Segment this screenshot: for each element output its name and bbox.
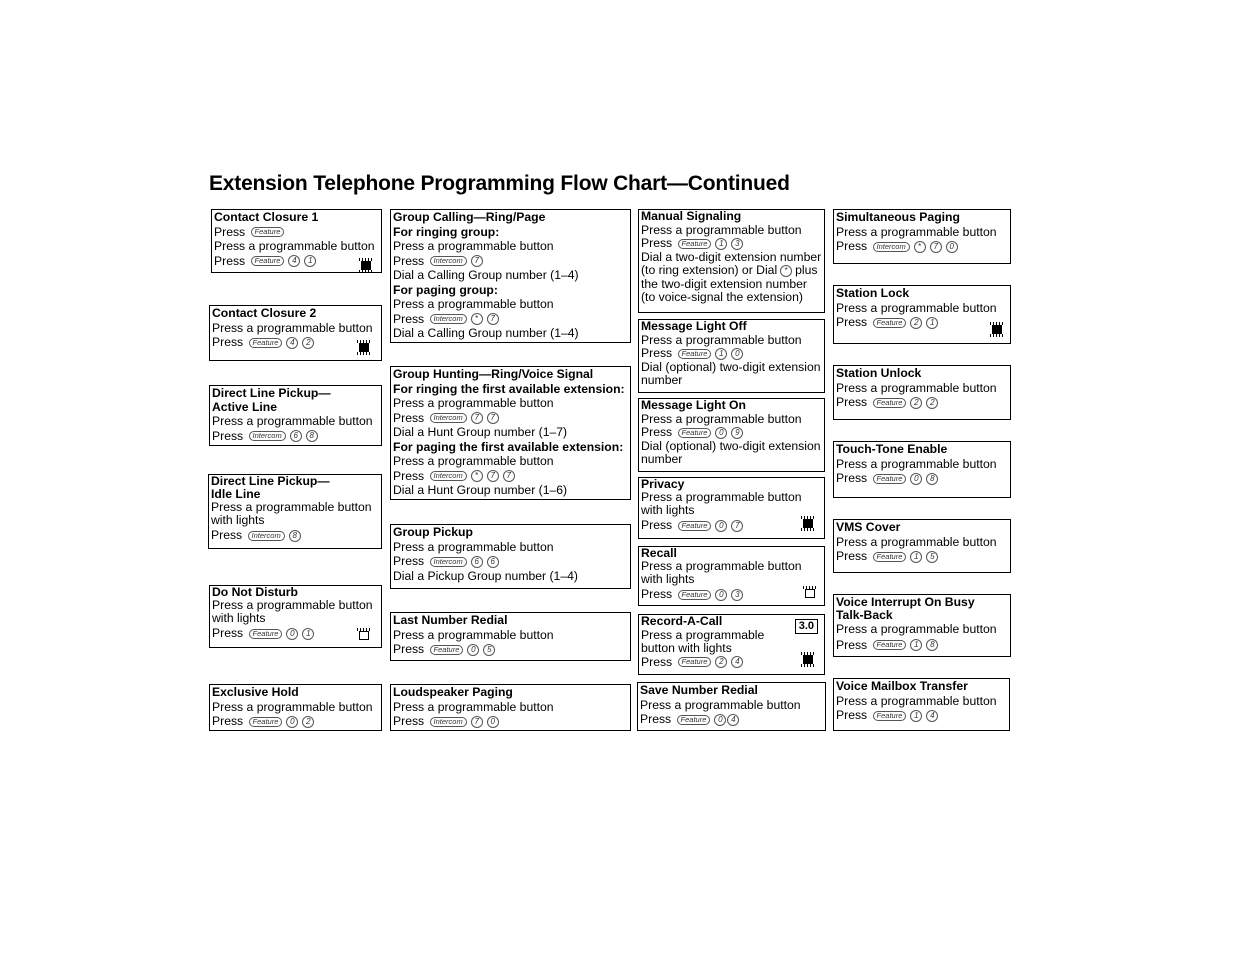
box-title: Voice Mailbox Transfer xyxy=(836,679,968,693)
box-group-pickup xyxy=(390,524,631,589)
digit-key-icon: 0 xyxy=(714,714,726,726)
feature-key-icon: Feature xyxy=(678,590,712,600)
digit-key-icon: 0 xyxy=(910,473,922,485)
box-exclusive-hold xyxy=(209,684,382,731)
digit-key-icon: 9 xyxy=(731,427,743,439)
instruction: (to voice-signal the extension) xyxy=(641,290,803,304)
press-line: Press Intercom 7 0 xyxy=(393,714,628,729)
press-line: Press Feature 1 4 xyxy=(836,708,1007,723)
instruction: Press a programmable button xyxy=(836,534,997,549)
digit-key-icon: 4 xyxy=(926,710,938,722)
digit-key-icon: 0 xyxy=(946,241,958,253)
box-last-number-redial xyxy=(390,612,631,661)
feature-key-icon: Feature xyxy=(873,711,907,721)
press-line: Press Feature xyxy=(214,225,379,240)
instruction: Press a programmable button xyxy=(836,300,997,315)
page-title: Extension Telephone Programming Flow Chart—Continued xyxy=(209,172,790,195)
press-line: Press Feature 0 7 xyxy=(641,519,822,532)
press-line: Press Intercom * 7 0 xyxy=(836,239,1008,254)
feature-key-icon: Feature xyxy=(249,338,283,348)
box-voice-interrupt-on-busy xyxy=(833,594,1011,657)
digit-key-icon: 4 xyxy=(727,714,739,726)
digit-key-icon: 7 xyxy=(487,313,499,325)
box-title: Message Light On xyxy=(641,398,746,412)
feature-key-icon: Feature xyxy=(678,657,712,667)
digit-key-icon: 2 xyxy=(910,317,922,329)
feature-key-icon: Feature xyxy=(678,521,712,531)
box-title: Recall xyxy=(641,546,677,560)
press-line: Press Feature 4 1 xyxy=(214,254,379,269)
digit-key-icon: 5 xyxy=(483,644,495,656)
lamp-off-icon xyxy=(359,631,369,640)
star-key-icon: * xyxy=(780,265,792,277)
digit-key-icon: 7 xyxy=(471,716,483,728)
box-title-2: Idle Line xyxy=(211,487,261,501)
instruction: Press a programmable xyxy=(641,627,765,642)
box-title: Record-A-Call xyxy=(641,614,723,628)
box-title: Loudspeaker Paging xyxy=(393,685,513,699)
press-line: Press Feature 0 8 xyxy=(836,471,1008,486)
box-title: Message Light Off xyxy=(641,319,747,333)
box-vms-cover xyxy=(833,519,1011,573)
instruction: Press a programmable button xyxy=(393,239,554,253)
press-line: Press Feature 1 3 xyxy=(641,237,822,251)
instruction: Press a programmable button with lights xyxy=(212,598,373,625)
box-message-light-off xyxy=(638,319,825,393)
digit-key-icon: 8 xyxy=(926,639,938,651)
box-title: Manual Signaling xyxy=(641,209,742,223)
instruction: Press a programmable button xyxy=(212,320,373,335)
intercom-key-icon: Intercom xyxy=(430,256,467,266)
box-title: Station Unlock xyxy=(836,366,922,380)
digit-key-icon: 7 xyxy=(487,470,499,482)
box-title: Group Pickup xyxy=(393,525,473,539)
feature-key-icon: Feature xyxy=(678,349,712,359)
digit-key-icon: 1 xyxy=(304,255,316,267)
intercom-key-icon: Intercom xyxy=(430,557,467,567)
press-line: Press Feature 1 8 xyxy=(836,638,1008,653)
instruction: Press a programmable button xyxy=(836,224,997,239)
press-line: Press Feature 0 1 xyxy=(212,627,379,640)
digit-key-icon: 0 xyxy=(467,644,479,656)
instruction: Press a programmable button xyxy=(836,693,997,708)
digit-key-icon: 0 xyxy=(286,716,298,728)
star-key-icon: * xyxy=(914,241,926,253)
version-badge: 3.0 xyxy=(795,619,818,634)
instruction: (to ring extension) or Dial * plus xyxy=(641,263,818,277)
press-line: Press Feature 4 2 xyxy=(212,335,379,350)
box-station-lock xyxy=(833,285,1011,344)
box-title: Contact Closure 2 xyxy=(212,306,317,320)
lamp-off-icon xyxy=(805,589,815,598)
digit-key-icon: 2 xyxy=(926,397,938,409)
press-line: Press Intercom * 7 7 xyxy=(393,469,628,484)
box-do-not-disturb xyxy=(209,585,382,648)
subheading: For ringing group: xyxy=(393,224,500,239)
feature-key-icon: Feature xyxy=(251,256,285,266)
instruction: Press a programmable button with lights xyxy=(641,559,802,586)
press-line: Press Intercom * 7 xyxy=(393,312,628,327)
subheading: For paging the first available extension: xyxy=(393,439,624,454)
instruction: Press a programmable button xyxy=(212,414,373,428)
lamp-flashing-icon xyxy=(803,655,813,664)
digit-key-icon: 1 xyxy=(910,639,922,651)
digit-key-icon: 7 xyxy=(503,470,515,482)
instruction: Press a programmable button xyxy=(836,456,997,471)
feature-key-icon: Feature xyxy=(873,474,907,484)
digit-key-icon: 1 xyxy=(926,317,938,329)
box-record-a-call xyxy=(638,614,825,675)
feature-key-icon: Feature xyxy=(873,552,907,562)
box-title: Station Lock xyxy=(836,286,910,300)
digit-key-icon: 6 xyxy=(487,556,499,568)
digit-key-icon: 7 xyxy=(930,241,942,253)
box-simultaneous-paging xyxy=(833,209,1011,264)
box-title: Last Number Redial xyxy=(393,613,508,627)
press-line: Press Intercom 7 7 xyxy=(393,411,628,426)
digit-key-icon: 0 xyxy=(731,348,743,360)
box-title: Privacy xyxy=(641,477,685,491)
press-line: Press Feature 1 5 xyxy=(836,549,1008,564)
box-title-2: Active Line xyxy=(212,399,278,414)
box-direct-line-pickup-idle xyxy=(208,474,382,549)
box-title: Save Number Redial xyxy=(640,683,758,697)
instruction: the two-digit extension number xyxy=(641,276,807,291)
digit-key-icon: 7 xyxy=(731,520,743,532)
instruction: Press a programmable button xyxy=(393,627,554,642)
digit-key-icon: 7 xyxy=(471,255,483,267)
feature-key-icon: Feature xyxy=(873,640,907,650)
lamp-flashing-icon xyxy=(359,343,369,352)
instruction: Dial a Pickup Group number (1–4) xyxy=(393,568,578,583)
intercom-key-icon: Intercom xyxy=(248,531,285,541)
instruction: Press a programmable button xyxy=(214,239,375,253)
instruction: Press a programmable button xyxy=(393,396,554,410)
box-save-number-redial xyxy=(637,682,826,731)
box-title: Direct Line Pickup— xyxy=(211,474,330,488)
digit-key-icon: 7 xyxy=(487,412,499,424)
box-contact-closure-2 xyxy=(209,305,382,361)
box-title: Do Not Disturb xyxy=(212,585,298,599)
instruction: Dial a Hunt Group number (1–7) xyxy=(393,425,568,439)
box-title: Contact Closure 1 xyxy=(214,210,319,224)
feature-key-icon: Feature xyxy=(251,227,285,237)
instruction: Press a programmable button xyxy=(393,454,554,468)
intercom-key-icon: Intercom xyxy=(430,413,467,423)
instruction: Press a programmable button xyxy=(836,380,997,395)
press-line: Press Feature 0 5 xyxy=(393,642,628,657)
lamp-flashing-icon xyxy=(992,325,1002,334)
instruction: Dial a two-digit extension number xyxy=(641,249,822,264)
digit-key-icon: 0 xyxy=(715,427,727,439)
intercom-key-icon: Intercom xyxy=(249,431,286,441)
feature-key-icon: Feature xyxy=(873,318,907,328)
instruction: Press a programmable button xyxy=(836,622,997,636)
press-line: Press Feature 0 3 xyxy=(641,588,822,601)
feature-key-icon: Feature xyxy=(678,239,712,249)
box-title: Voice Interrupt On Busy xyxy=(836,595,975,609)
digit-key-icon: 2 xyxy=(715,656,727,668)
digit-key-icon: 5 xyxy=(926,551,938,563)
box-title-2: Talk-Back xyxy=(836,607,893,622)
box-privacy xyxy=(638,477,825,539)
box-group-calling xyxy=(390,209,631,343)
feature-key-icon: Feature xyxy=(430,645,464,655)
press-line: Press Intercom 6 6 xyxy=(393,554,628,569)
feature-key-icon: Feature xyxy=(249,717,283,727)
feature-key-icon: Feature xyxy=(677,715,711,725)
digit-key-icon: 8 xyxy=(926,473,938,485)
digit-key-icon: 1 xyxy=(910,710,922,722)
subheading: For paging group: xyxy=(393,282,498,297)
intercom-key-icon: Intercom xyxy=(430,717,467,727)
instruction: Press a programmable button xyxy=(640,697,801,712)
instruction: Press a programmable button with lights xyxy=(211,500,372,527)
box-title: Touch-Tone Enable xyxy=(836,442,948,456)
box-manual-signaling xyxy=(638,209,825,313)
star-key-icon: * xyxy=(471,470,483,482)
instruction: Press a programmable button xyxy=(212,699,373,714)
instruction: Press a programmable button with lights xyxy=(641,490,802,517)
box-group-hunting xyxy=(390,366,631,500)
digit-key-icon: 4 xyxy=(731,656,743,668)
digit-key-icon: 0 xyxy=(487,716,499,728)
digit-key-icon: 4 xyxy=(286,337,298,349)
subheading: For ringing the first available extension: xyxy=(393,381,625,396)
box-voice-mailbox-transfer xyxy=(833,678,1010,731)
press-line: Press Feature 2 2 xyxy=(836,395,1008,410)
instruction: Press a programmable button xyxy=(393,539,554,554)
press-line: Press Feature 1 0 xyxy=(641,347,822,361)
box-title: Simultaneous Paging xyxy=(836,210,960,224)
digit-key-icon: 8 xyxy=(306,430,318,442)
box-loudspeaker-paging xyxy=(390,684,631,731)
instruction: Dial (optional) two-digit extension number xyxy=(641,359,821,387)
digit-key-icon: 1 xyxy=(715,238,727,250)
instruction: Press a programmable button xyxy=(641,332,802,347)
instruction: Dial (optional) two-digit extension number xyxy=(641,438,821,466)
feature-key-icon: Feature xyxy=(873,398,907,408)
digit-key-icon: 1 xyxy=(910,551,922,563)
press-line: Press Feature 2 1 xyxy=(836,315,1008,330)
instruction: Press a programmable button xyxy=(393,699,554,714)
digit-key-icon: 6 xyxy=(471,556,483,568)
feature-key-icon: Feature xyxy=(249,629,283,639)
box-recall xyxy=(638,546,825,606)
digit-key-icon: 2 xyxy=(302,337,314,349)
instruction: Press a programmable button xyxy=(393,297,554,311)
feature-key-icon: Feature xyxy=(678,428,712,438)
digit-key-icon: 1 xyxy=(302,628,314,640)
digit-key-icon: 4 xyxy=(288,255,300,267)
press-line: Press Feature 0 2 xyxy=(212,714,379,729)
digit-key-icon: 8 xyxy=(289,530,301,542)
digit-key-icon: 7 xyxy=(471,412,483,424)
star-key-icon: * xyxy=(471,313,483,325)
instruction: Dial a Calling Group number (1–4) xyxy=(393,326,579,340)
digit-key-icon: 2 xyxy=(910,397,922,409)
intercom-key-icon: Intercom xyxy=(430,471,467,481)
digit-key-icon: 0 xyxy=(715,520,727,532)
press-line: Press Intercom 8 xyxy=(211,529,379,542)
press-line: Press Feature 2 4 xyxy=(641,656,822,670)
digit-key-icon: 6 xyxy=(290,430,302,442)
digit-key-icon: 3 xyxy=(731,589,743,601)
instruction: button with lights xyxy=(641,641,732,655)
intercom-key-icon: Intercom xyxy=(430,314,467,324)
digit-key-icon: 0 xyxy=(286,628,298,640)
box-direct-line-pickup-active xyxy=(209,385,382,446)
instruction: Press a programmable button xyxy=(641,411,802,426)
box-title: VMS Cover xyxy=(836,520,901,534)
digit-key-icon: 1 xyxy=(715,348,727,360)
press-line: Press Intercom 6 8 xyxy=(212,429,379,444)
instruction: Dial a Hunt Group number (1–6) xyxy=(393,483,568,497)
box-title: Exclusive Hold xyxy=(212,685,299,699)
press-line: Press Intercom 7 xyxy=(393,254,628,269)
box-message-light-on xyxy=(638,398,825,472)
lamp-flashing-icon xyxy=(803,519,813,528)
box-title: Direct Line Pickup— xyxy=(212,386,331,400)
press-line: Press Feature 0 9 xyxy=(641,426,822,440)
lamp-flashing-icon xyxy=(361,261,371,270)
digit-key-icon: 0 xyxy=(715,589,727,601)
instruction: Press a programmable button xyxy=(641,222,802,237)
box-title: Group Hunting—Ring/Voice Signal xyxy=(393,367,594,381)
box-station-unlock xyxy=(833,365,1011,420)
box-contact-closure-1 xyxy=(211,209,382,273)
intercom-key-icon: Intercom xyxy=(873,242,910,252)
press-line: Press Feature 0 4 xyxy=(640,712,823,727)
digit-key-icon: 3 xyxy=(731,238,743,250)
digit-key-icon: 2 xyxy=(302,716,314,728)
instruction: Dial a Calling Group number (1–4) xyxy=(393,268,579,282)
box-title: Group Calling—Ring/Page xyxy=(393,210,546,224)
box-touch-tone-enable xyxy=(833,441,1011,498)
